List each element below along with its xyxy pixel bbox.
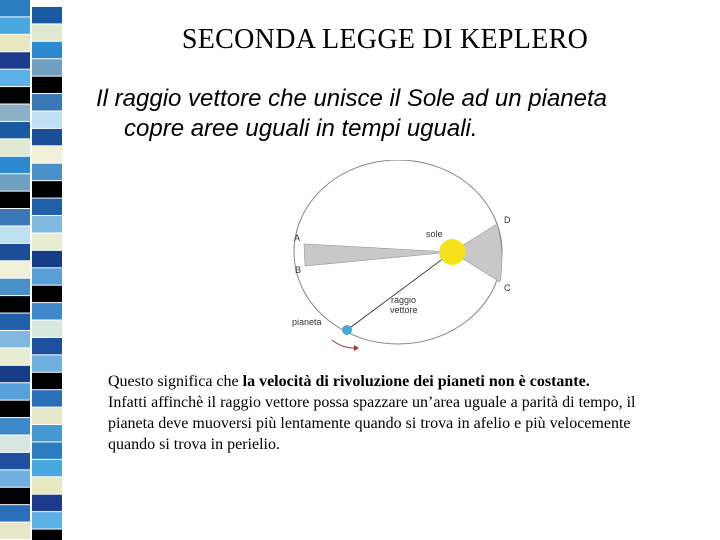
arrow-head-icon — [354, 345, 359, 351]
stripe-block-right — [32, 321, 62, 337]
stripe-block-right — [32, 303, 62, 319]
stripe-block-right — [32, 199, 62, 215]
stripe-block-left — [0, 70, 30, 86]
page-subtitle — [96, 84, 706, 144]
radius-vector-line — [347, 252, 452, 330]
stripe-block-left — [0, 366, 30, 382]
label-a: A — [294, 233, 301, 243]
stripe-block-left — [0, 244, 30, 260]
stripe-block-right — [32, 146, 62, 162]
stripe-block-left — [0, 314, 30, 330]
aphelion-sector — [304, 244, 452, 266]
explanation-text — [108, 371, 668, 455]
stripe-block-left — [0, 0, 30, 16]
stripe-block-right — [32, 512, 62, 528]
kepler-orbit-diagram — [280, 160, 540, 360]
stripe-block-left — [0, 261, 30, 277]
stripe-block-right — [32, 477, 62, 493]
stripe-block-left — [0, 209, 30, 225]
stripe-block-left — [0, 226, 30, 242]
stripe-block-right — [32, 425, 62, 441]
stripe-block-right — [32, 164, 62, 180]
stripe-block-left — [0, 122, 30, 138]
stripe-block-right — [32, 251, 62, 267]
stripe-block-right — [32, 24, 62, 40]
stripe-block-right — [32, 94, 62, 110]
stripe-block-left — [0, 174, 30, 190]
explanation-detail: Infatti affinchè il raggio vettore possa spazzare un’area uguale a parità di tempo, il pianeta deve muoversi più lentamente quando si trova in afelio e più velocemente quando si trova in perielio. — [108, 394, 636, 453]
explanation-intro: Questo significa che — [108, 373, 243, 390]
stripe-block-left — [0, 17, 30, 33]
stripe-block-left — [0, 279, 30, 295]
label-b: B — [295, 265, 302, 275]
stripe-block-right — [32, 181, 62, 197]
stripe-block-right — [32, 77, 62, 93]
stripe-block-right — [32, 408, 62, 424]
stripe-block-left — [0, 331, 30, 347]
label-planet: pianeta — [292, 317, 322, 327]
stripe-block-left — [0, 435, 30, 451]
stripe-block-right — [32, 59, 62, 75]
stripe-block-left — [0, 401, 30, 417]
stripe-block-right — [32, 111, 62, 127]
stripe-block-left — [0, 139, 30, 155]
stripe-block-right — [32, 373, 62, 389]
stripe-block-right — [32, 390, 62, 406]
stripe-block-right — [32, 233, 62, 249]
stripe-block-left — [0, 505, 30, 521]
stripe-block-right — [32, 42, 62, 58]
stripe-block-left — [0, 35, 30, 51]
stripe-block-left — [0, 488, 30, 504]
stripe-block-right — [32, 129, 62, 145]
stripe-block-left — [0, 418, 30, 434]
motion-arrow-icon — [332, 340, 354, 348]
subtitle-line-1: Il raggio vettore che unisce il Sole ad un pianeta — [96, 85, 607, 112]
stripe-block-right — [32, 442, 62, 458]
decorative-stripe-bar — [0, 0, 64, 540]
stripe-block-left — [0, 383, 30, 399]
stripe-block-right — [32, 268, 62, 284]
stripe-block-left — [0, 192, 30, 208]
stripe-block-right — [32, 7, 62, 23]
stripe-block-right — [32, 495, 62, 511]
stripe-block-right — [32, 460, 62, 476]
explanation-key-point: la velocità di rivoluzione dei pianeti non è costante. — [242, 373, 590, 390]
stripe-block-left — [0, 523, 30, 539]
stripe-block-left — [0, 453, 30, 469]
stripe-block-left — [0, 470, 30, 486]
stripe-block-right — [32, 530, 62, 540]
planet-icon — [342, 325, 352, 335]
stripe-block-left — [0, 157, 30, 173]
stripe-block-right — [32, 286, 62, 302]
label-radius-vector-2: vettore — [390, 305, 418, 315]
stripe-block-right — [32, 216, 62, 232]
stripe-block-left — [0, 87, 30, 103]
label-d: D — [504, 215, 511, 225]
stripe-block-left — [0, 52, 30, 68]
stripe-block-right — [32, 355, 62, 371]
stripe-block-left — [0, 348, 30, 364]
stripe-block-left — [0, 105, 30, 121]
label-c: C — [504, 283, 511, 293]
sun-icon — [439, 239, 465, 265]
label-radius-vector-1: raggio — [391, 295, 417, 305]
stripe-block-left — [0, 296, 30, 312]
label-sun: sole — [426, 229, 443, 239]
stripe-block-right — [32, 338, 62, 354]
page-title: SECONDA LEGGE DI KEPLERO — [181, 24, 589, 55]
subtitle-line-2: copre aree uguali in tempi uguali. — [124, 115, 478, 142]
